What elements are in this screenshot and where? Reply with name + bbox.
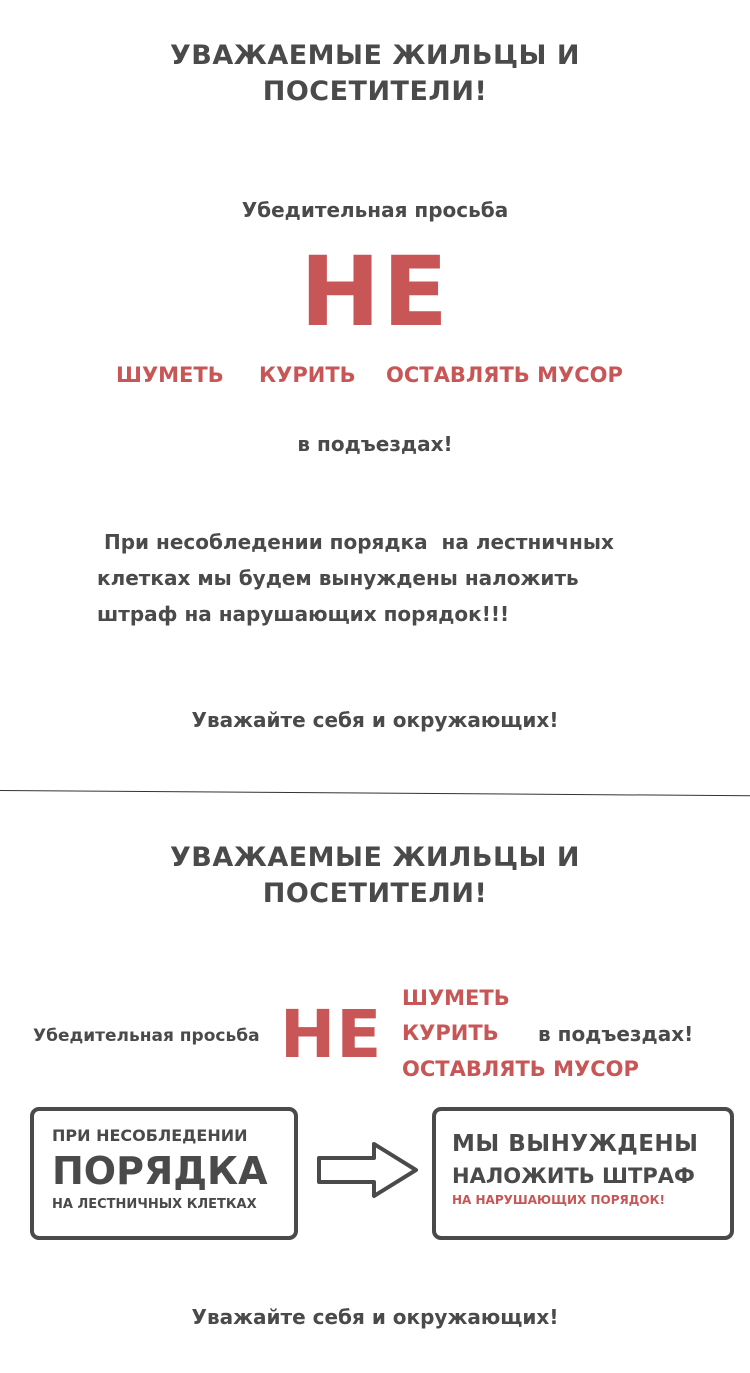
poster-top-action-litter: ОСТАВЛЯТЬ МУСОР — [386, 363, 623, 387]
violation-box-line3: НА ЛЕСТНИЧНЫХ КЛЕТКАХ — [52, 1197, 257, 1212]
poster-bottom-action-smoke: КУРИТЬ — [402, 1021, 499, 1045]
poster-bottom-ne: НЕ — [280, 996, 383, 1073]
fine-box-line1: МЫ ВЫНУЖДЕНЫ — [452, 1131, 699, 1157]
poster-top-request: Убедительная просьба — [241, 198, 509, 222]
divider-line — [0, 790, 750, 796]
poster-bottom-title — [0, 840, 750, 912]
poster-top-action-smoke: КУРИТЬ — [259, 363, 356, 387]
poster-top-action-noise: ШУМЕТЬ — [116, 363, 224, 387]
poster-top-warning-line2: клетках мы будем вынуждены наложить — [97, 566, 579, 590]
right-arrow-icon — [316, 1140, 420, 1200]
poster-top-warning-line1: При несобледении порядка на лестничных — [97, 530, 614, 554]
poster-bottom-title-line2: ПОСЕТИТЕЛИ! — [262, 878, 488, 909]
poster-bottom-action-litter: ОСТАВЛЯТЬ МУСОР — [402, 1057, 639, 1081]
poster-top-where: в подъездах! — [297, 432, 453, 456]
poster-bottom-request: Убедительная просьба — [33, 1026, 260, 1046]
poster-bottom-respect: Уважайте себя и окружающих! — [191, 1305, 559, 1329]
poster-top-title-line2: ПОСЕТИТЕЛИ! — [262, 76, 488, 107]
poster-bottom-title-line1: УВАЖАЕМЫЕ ЖИЛЬЦЫ И — [169, 842, 581, 873]
fine-box-line2: НАЛОЖИТЬ ШТРАФ — [452, 1164, 695, 1188]
poster-bottom-where: в подъездах! — [538, 1022, 694, 1046]
violation-box-line2: ПОРЯДКА — [52, 1149, 268, 1193]
violation-box-line1: ПРИ НЕСОБЛЕДЕНИИ — [52, 1126, 248, 1145]
poster-top-title-line1: УВАЖАЕМЫЕ ЖИЛЬЦЫ И — [169, 40, 581, 71]
poster-bottom-action-noise: ШУМЕТЬ — [402, 986, 510, 1010]
poster-top-title — [0, 38, 750, 110]
fine-box-line3: НА НАРУШАЮЩИХ ПОРЯДОК! — [452, 1193, 665, 1207]
poster-top-ne: НЕ — [300, 236, 450, 348]
poster-top-warning — [97, 524, 697, 632]
poster-top-respect: Уважайте себя и окружающих! — [191, 708, 559, 732]
poster-top-warning-line3: штраф на нарушающих порядок!!! — [97, 602, 510, 626]
